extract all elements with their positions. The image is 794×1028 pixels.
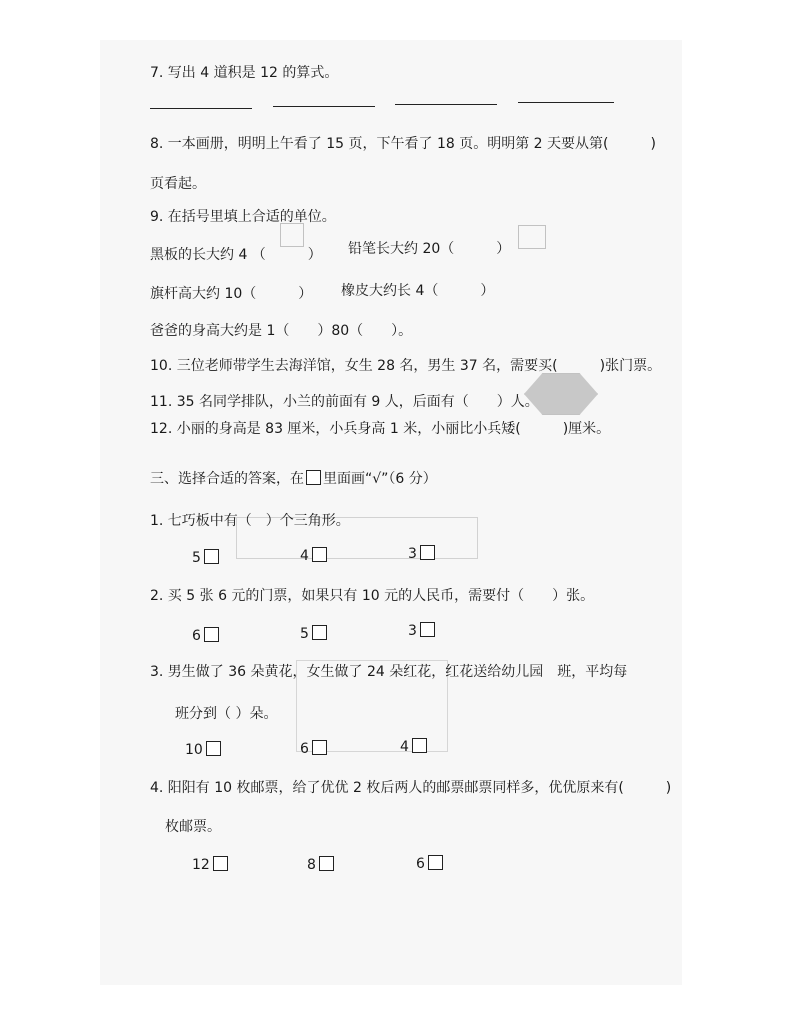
option-value: 6 xyxy=(416,856,425,872)
q11-text: 11. 35 名同学排队，小兰的前面有 9 人，后面有（ ）人。 xyxy=(150,394,539,410)
option-value: 8 xyxy=(307,857,316,873)
c3-option-1[interactable] xyxy=(185,741,221,759)
c1-option-2[interactable] xyxy=(300,547,327,565)
checkbox-icon[interactable] xyxy=(312,740,327,755)
checkbox-icon[interactable] xyxy=(412,738,427,753)
checkbox-icon[interactable] xyxy=(204,627,219,642)
c1-question: 1. 七巧板中有（ ）个三角形。 xyxy=(150,513,350,529)
checkbox-icon[interactable] xyxy=(420,622,435,637)
q8-line-1: 8. 一本画册，明明上午看了 15 页，下午看了 18 页。明明第 2 天要从第( ) xyxy=(150,136,656,152)
c3-option-3[interactable] xyxy=(400,738,427,756)
c4-line-1: 4. 阳阳有 10 枚邮票，给了优优 2 枚后两人的邮票邮票同样多，优优原来有( ) xyxy=(150,780,672,796)
checkbox-icon xyxy=(306,470,321,485)
section-3-title-pre: 三、选择合适的答案，在 xyxy=(150,471,304,487)
checkbox-icon[interactable] xyxy=(420,545,435,560)
checkbox-icon[interactable] xyxy=(428,855,443,870)
q9-flagpole: 旗杆高大约 10（ ） xyxy=(150,286,313,302)
q7-text: 7. 写出 4 道积是 12 的算式。 xyxy=(150,65,339,81)
q9-title: 9. 在括号里填上合适的单位。 xyxy=(150,209,336,225)
checkbox-icon[interactable] xyxy=(204,549,219,564)
c4-option-1[interactable] xyxy=(192,856,228,874)
q7-answer-line-3[interactable] xyxy=(395,104,497,105)
checkbox-icon[interactable] xyxy=(312,625,327,640)
option-value: 3 xyxy=(408,546,417,562)
c1-option-3[interactable] xyxy=(408,545,435,563)
option-value: 4 xyxy=(400,739,409,755)
q9-blackboard: 黑板的长大约 4 （ ） xyxy=(150,247,322,263)
c1-option-1[interactable] xyxy=(192,549,219,567)
q7-answer-line-2[interactable] xyxy=(273,106,375,107)
c3-line-2: 班分到（ ）朵。 xyxy=(175,706,278,722)
c3-line-1: 3. 男生做了 36 朵黄花，女生做了 24 朵红花，红花送给幼儿园 班，平均每 xyxy=(150,664,628,680)
section-3-title-post: 里面画“√”（6 分） xyxy=(323,471,437,487)
option-value: 12 xyxy=(192,857,210,873)
c3-option-2[interactable] xyxy=(300,740,327,758)
option-value: 6 xyxy=(192,628,201,644)
option-value: 5 xyxy=(192,550,201,566)
c4-line-2: 枚邮票。 xyxy=(165,819,221,835)
q9-dad-height: 爸爸的身高大约是 1（ ）80（ ）。 xyxy=(150,323,413,339)
bleed-box xyxy=(280,223,304,247)
c4-option-3[interactable] xyxy=(416,855,443,873)
q7-answer-line-1[interactable] xyxy=(150,108,252,109)
q9-pencil: 铅笔长大约 20（ ） xyxy=(348,241,511,257)
q10-text: 10. 三位老师带学生去海洋馆，女生 28 名，男生 37 名，需要买( )张门票。 xyxy=(150,358,662,374)
option-value: 6 xyxy=(300,741,309,757)
checkbox-icon[interactable] xyxy=(213,856,228,871)
option-value: 10 xyxy=(185,742,203,758)
option-value: 4 xyxy=(300,548,309,564)
bleed-cup xyxy=(518,225,546,249)
q8-line-2: 页看起。 xyxy=(150,176,206,192)
c2-question: 2. 买 5 张 6 元的门票，如果只有 10 元的人民币，需要付（ ）张。 xyxy=(150,588,595,604)
q9-eraser: 橡皮大约长 4（ ） xyxy=(341,283,495,299)
checkbox-icon[interactable] xyxy=(312,547,327,562)
checkbox-icon[interactable] xyxy=(319,856,334,871)
option-value: 3 xyxy=(408,623,417,639)
c2-option-1[interactable] xyxy=(192,627,219,645)
c4-option-2[interactable] xyxy=(307,856,334,874)
c2-option-3[interactable] xyxy=(408,622,435,640)
option-value: 5 xyxy=(300,626,309,642)
q7-answer-line-4[interactable] xyxy=(518,102,614,103)
checkbox-icon[interactable] xyxy=(206,741,221,756)
q12-text: 12. 小丽的身高是 83 厘米，小兵身高 1 米，小丽比小兵矮( )厘米。 xyxy=(150,421,611,437)
section-3-title xyxy=(150,470,437,488)
c2-option-2[interactable] xyxy=(300,625,327,643)
